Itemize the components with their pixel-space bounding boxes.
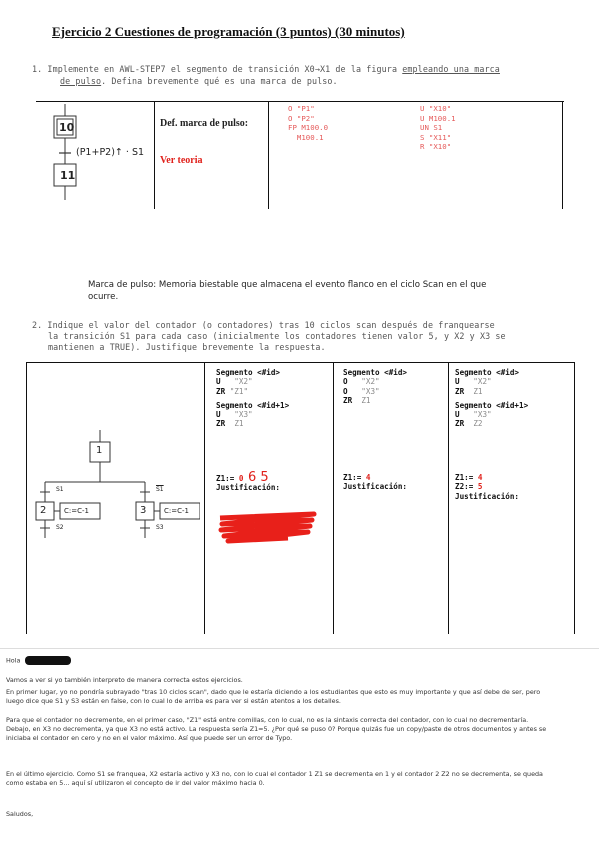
code-line: R "X10" [420,142,452,152]
greeting-text: Hola [6,656,21,665]
q1-step-10: 10 [59,121,75,134]
q2-divider-3 [448,362,449,634]
case-2-code [343,368,407,405]
operand: Z1 [473,386,483,396]
operand: "Z1" [229,386,249,396]
q1-text-b: . Defina brevemente qué es una marca de pulso. [101,76,338,86]
result-value: 4 [477,473,483,482]
justification-label: Justificación: [455,491,520,501]
op: U [216,410,221,420]
result-value: 5 [477,482,483,492]
op: ZR [455,386,465,396]
awl-code-right [420,104,456,152]
segment-header: Segmento <#id+1> [455,400,529,410]
email-paragraph-3c: iniciaba el contador en cero y no en el valor máximo. Así que puede ser un error de Typo. [6,734,293,742]
op: ZR [216,419,226,429]
q2-table-top-border [26,362,574,363]
case-3-code [455,368,528,429]
pulse-definition-label: Def. marca de pulso: [160,118,249,129]
operand: "X3" [234,410,253,420]
case-3-result [455,473,519,501]
result-value: 0 [238,474,244,483]
code-line: M100.1 [288,132,324,142]
q2-divider-2 [333,362,334,634]
q2-divider-4 [574,362,575,634]
op: ZR [343,395,353,405]
code-line: FP M100.0 [288,123,329,133]
operand: "X3" [473,410,492,420]
q2-divider-0 [26,362,27,634]
op: O [343,377,348,387]
code-line: U M100.1 [420,113,456,123]
q1-text-underlined-2: de pulso [60,76,102,86]
operand: Z2 [473,419,483,429]
question-1-line-1 [32,64,500,75]
email-paragraph-3a: Para que el contador no decremente, en el primer caso, "Z1" está entre comillas, con lo cual, no es la sintaxis correcta del contador, con lo cual no decrementaría. [6,716,529,724]
code-line: U "X10" [420,104,452,113]
segment-header: Segmento <#id> [216,368,281,377]
result-label: Z1:= [343,473,362,482]
q2-transition-not-s1: S1 [156,486,164,493]
code-line: S "X11" [420,132,452,142]
q1-text-a: 1. Implemente en AWL-STEP7 el segmento de transición X0→X1 de la figura [32,64,403,74]
op: U [455,377,460,387]
q1-divider-2 [268,101,269,209]
operand: "X2" [473,377,492,387]
email-paragraph-2a: En primer lugar, yo no pondría subrayado "tras 10 ciclos scan", dado que le estaría diciendo a los estudiantes que esto es muy importante y que así debe de ser, pero [6,688,541,696]
segment-header: Segmento <#id> [455,368,520,377]
case-1-result [216,470,281,493]
segment-header: Segmento <#id+1> [216,400,290,410]
email-greeting [6,656,591,665]
operand: Z1 [234,419,244,429]
result-label: Z1:= [216,474,235,483]
code-line: O "P2" [288,113,315,123]
operand: "X2" [234,377,253,387]
exercise-title: Ejercicio 2 Cuestiones de programación (3 puntos) (30 minutos) [52,24,405,39]
email-paragraph-1: Vamos a ver si yo también interpreto de manera correcta estos ejercicios. [6,676,243,684]
email-paragraph-3b: Debajo, en X3 no decrementa, ya que X3 no está activo. La respuesta sería Z1=5. ¿Por qué se puso 0? Porque quizás fue un copy/paste de otros documentos y antes se [6,725,547,733]
segment-header: Segmento <#id> [343,368,408,377]
email-separator [0,648,599,649]
handwritten-correction: 6 5 [248,470,269,485]
q2-transition-s1: S1 [56,486,64,493]
question-1-line-2 [60,76,338,87]
q2-step-3: 3 [140,505,147,516]
op: O [343,386,348,396]
result-label: Z2:= [455,482,474,492]
q2-transition-s3: S3 [156,524,164,531]
operand: "X2" [361,377,380,387]
q1-text-underlined: empleando una marca [402,64,500,74]
operand: "X3" [361,386,380,396]
email-signoff: Saludos, [6,810,34,818]
justification-label: Justificación: [216,483,281,493]
q2-step-2: 2 [40,505,47,516]
case-2-result [343,473,407,492]
email-paragraph-4a: En el último ejercicio. Como S1 se franquea, X2 estaría activo y X3 no, con lo cual el contador 1 Z1 se decrementa en 1 y el contador 2 Z2 no se decrementa, se queda [6,770,543,778]
case-1-code [216,368,289,429]
see-theory-answer: Ver teoria [160,155,203,166]
justification-label: Justificación: [343,482,408,492]
result-label: Z1:= [455,473,474,482]
redacted-name [25,656,71,665]
question-2-line-1: 2. Indique el valor del contador (o contadores) tras 10 ciclos scan después de franquearse [32,320,495,330]
op: U [455,410,460,420]
code-line: O "P1" [288,104,315,113]
code-line: UN S1 [420,123,443,133]
q1-step-11: 11 [60,169,76,182]
q1-divider-3 [562,101,563,209]
op: ZR [216,386,226,396]
q1-transition-condition: (P1+P2)↑ · S1 [76,147,145,158]
q2-action-3: C:=C-1 [164,507,189,515]
op: U [216,377,221,387]
op: ZR [455,419,465,429]
question-2-line-3: mantienen a TRUE). Justifique brevemente la respuesta. [48,342,326,352]
q2-transition-s2: S2 [56,524,64,531]
question-2-line-2: la transición S1 para cada caso (inicialmente los contadores tienen valor 5, y X2 y X3 se [48,331,506,341]
awl-code-left [288,104,328,142]
red-scribble-redaction [218,510,318,544]
q2-action-2: C:=C-1 [64,507,89,515]
q1-table-top-border [36,101,564,102]
q2-divider-1 [204,362,205,634]
q2-step-1: 1 [96,445,103,456]
q1-divider-1 [154,101,155,209]
email-paragraph-4b: como estaba en 5... aquí sí utilizaron el concepto de ir del valor máximo hacia 0. [6,779,265,787]
email-paragraph-2b: luego dice que S1 y S3 están en false, con lo cual lo de arriba es para ver si están atentos a los detalles. [6,697,341,705]
pulse-marker-note: Marca de pulso: Memoria biestable que almacena el evento flanco en el ciclo Scan en el que ocurre. [88,280,487,302]
result-value: 4 [365,473,371,482]
operand: Z1 [361,395,371,405]
